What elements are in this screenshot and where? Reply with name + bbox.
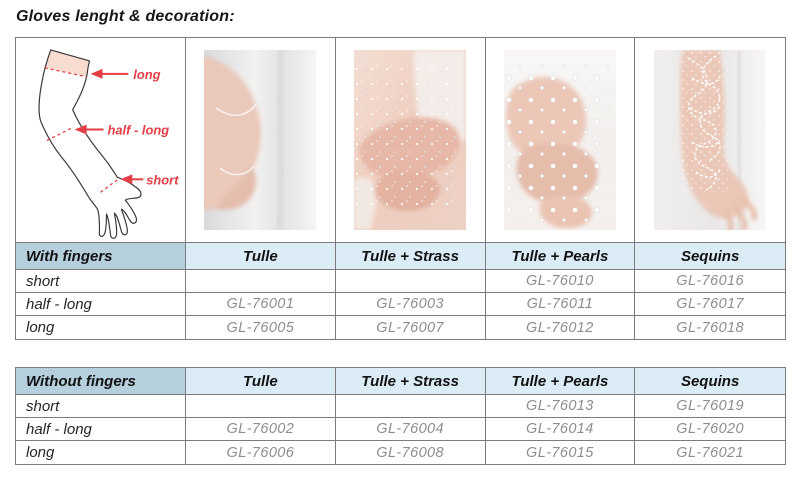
code-cell: GL-76016 — [635, 270, 785, 293]
with-fingers-table — [15, 37, 786, 340]
page-title: Gloves lenght & decoration: — [16, 8, 235, 25]
code-cell: GL-76007 — [336, 316, 486, 339]
sequins-photo-svg — [654, 50, 766, 230]
table-row-half-long — [16, 293, 785, 316]
code-cell — [336, 270, 486, 293]
header-tulle: Tulle — [186, 368, 336, 395]
header-tulle-pearls: Tulle + Pearls — [486, 368, 636, 395]
row-label: half - long — [16, 418, 186, 441]
table-row-half-long — [16, 418, 785, 441]
diagram-label-short: short — [146, 172, 179, 188]
code-cell: GL-76008 — [336, 441, 486, 464]
photo-row — [16, 38, 785, 243]
tulle-photo-svg — [204, 50, 316, 230]
code-cell: GL-76014 — [486, 418, 636, 441]
code-cell: GL-76017 — [635, 293, 785, 316]
code-cell: GL-76019 — [635, 395, 785, 418]
photo-sequins-glove — [635, 38, 785, 243]
arm-diagram-svg — [16, 38, 185, 242]
photo-tulle-pearls-glove — [486, 38, 636, 243]
tulle-pearls-photo-svg — [504, 50, 616, 230]
with-fingers-header-row — [16, 243, 785, 270]
long-arrow — [91, 69, 129, 79]
table-row-short — [16, 270, 785, 293]
header-without-fingers: Without fingers — [16, 368, 186, 395]
without-fingers-header-row — [16, 368, 785, 395]
header-with-fingers: With fingers — [16, 243, 186, 270]
photo-tulle-glove — [186, 38, 336, 243]
code-cell: GL-76018 — [676, 319, 744, 336]
row-label: short — [16, 395, 186, 418]
code-cell: GL-76012 — [486, 316, 636, 339]
code-cell — [336, 395, 486, 418]
arm-outline — [39, 50, 141, 238]
code-cell — [186, 270, 336, 293]
table-row-long — [16, 316, 785, 339]
code-cell: GL-76006 — [186, 441, 336, 464]
diagram-label-long: long — [133, 66, 161, 82]
code-cell: GL-76013 — [486, 395, 636, 418]
code-cell: GL-76011 — [486, 293, 636, 316]
row-label: long — [16, 316, 186, 339]
row-label: short — [16, 270, 186, 293]
code-cell: GL-76002 — [186, 418, 336, 441]
code-cell: GL-76003 — [336, 293, 486, 316]
code-cell: GL-76021 — [676, 444, 744, 461]
header-tulle-pearls: Tulle + Pearls — [486, 243, 636, 270]
table-row-long — [16, 441, 785, 464]
code-cell: GL-76004 — [336, 418, 486, 441]
row-label: long — [16, 441, 186, 464]
table-row-short — [16, 395, 785, 418]
header-sequins: Sequins — [635, 243, 785, 270]
header-tulle-strass: Tulle + Strass — [336, 243, 486, 270]
code-cell — [186, 395, 336, 418]
photo-tulle-strass-glove — [336, 38, 486, 243]
header-sequins: Sequins — [635, 368, 785, 395]
without-fingers-table — [15, 367, 786, 465]
tulle-strass-photo-svg — [354, 50, 466, 230]
code-cell: GL-76010 — [486, 270, 636, 293]
row-label: half - long — [16, 293, 186, 316]
code-cell: GL-76020 — [635, 418, 785, 441]
header-tulle: Tulle — [186, 243, 336, 270]
code-cell: GL-76001 — [186, 293, 336, 316]
code-cell: GL-76015 — [486, 441, 636, 464]
glove-length-diagram — [16, 38, 186, 243]
diagram-label-half-long: half - long — [107, 122, 170, 138]
header-tulle-strass: Tulle + Strass — [336, 368, 486, 395]
code-cell: GL-76005 — [186, 316, 336, 339]
